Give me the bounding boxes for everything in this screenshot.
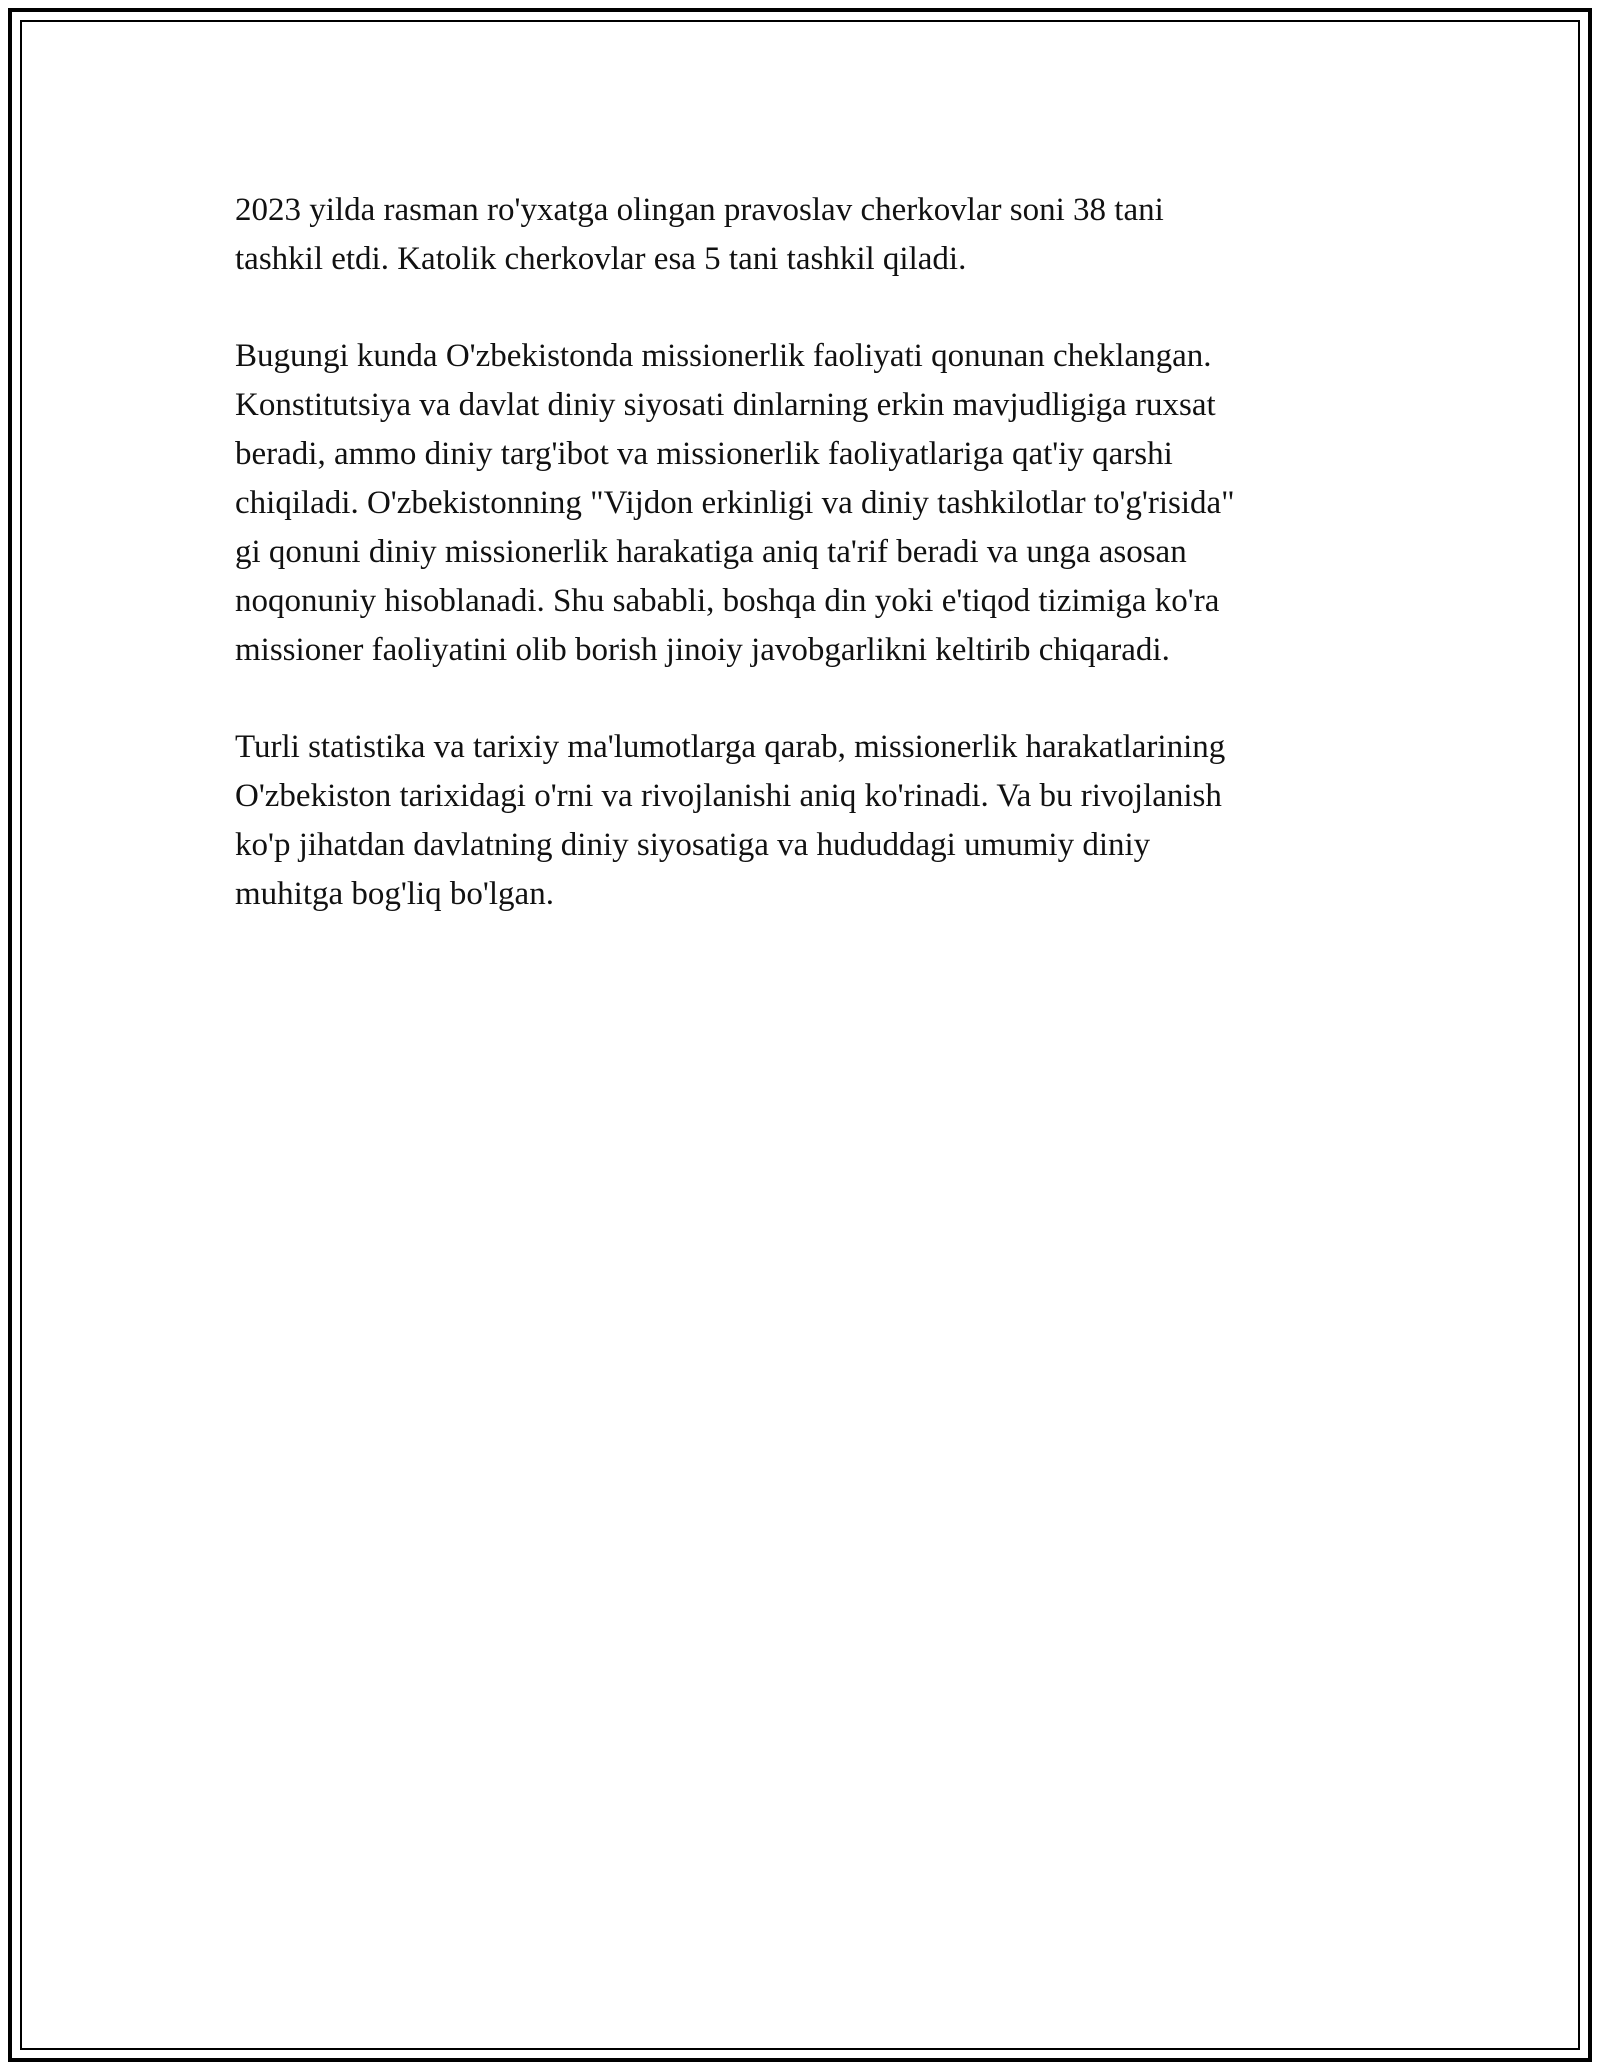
paragraph-historical-context: Turli statistika va tarixiy ma'lumotlarga qarab, missionerlik harakatlarining O'zbekiston tarixidagi o'rni va rivojlanishi aniq ko'rinadi. Va bu rivojlanish ko'p jihatdan davlatning diniy siyosatiga va hududdagi umumiy diniy muhitga bog'liq bo'lgan. — [235, 729, 1226, 912]
document-body — [235, 186, 1375, 967]
paragraph-church-statistics: 2023 yilda rasman ro'yxatga olingan pravoslav cherkovlar soni 38 tani tashkil etdi. Katolik cherkovlar esa 5 tani tashkil qiladi. — [235, 192, 1164, 277]
paragraph-missionary-law: Bugungi kunda O'zbekistonda missionerlik faoliyati qonunan cheklangan. Konstitutsiya va davlat diniy siyosati dinlarning erkin mavjudligiga ruxsat beradi, ammo diniy targ'ibot va missionerlik faoliyatlariga qat'iy qarshi chiqiladi. O'zbekistonning "Vijdon erkinligi va diniy tashkilotlar to'g'risida" gi qonuni diniy missionerlik harakatiga aniq ta'rif beradi va unga asosan noqonuniy hisoblanadi. Shu sababli, boshqa din yoki e'tiqod tizimiga ko'ra missioner faoliyatini olib borish jinoiy javobgarlikni keltirib chiqaradi. — [235, 338, 1235, 668]
